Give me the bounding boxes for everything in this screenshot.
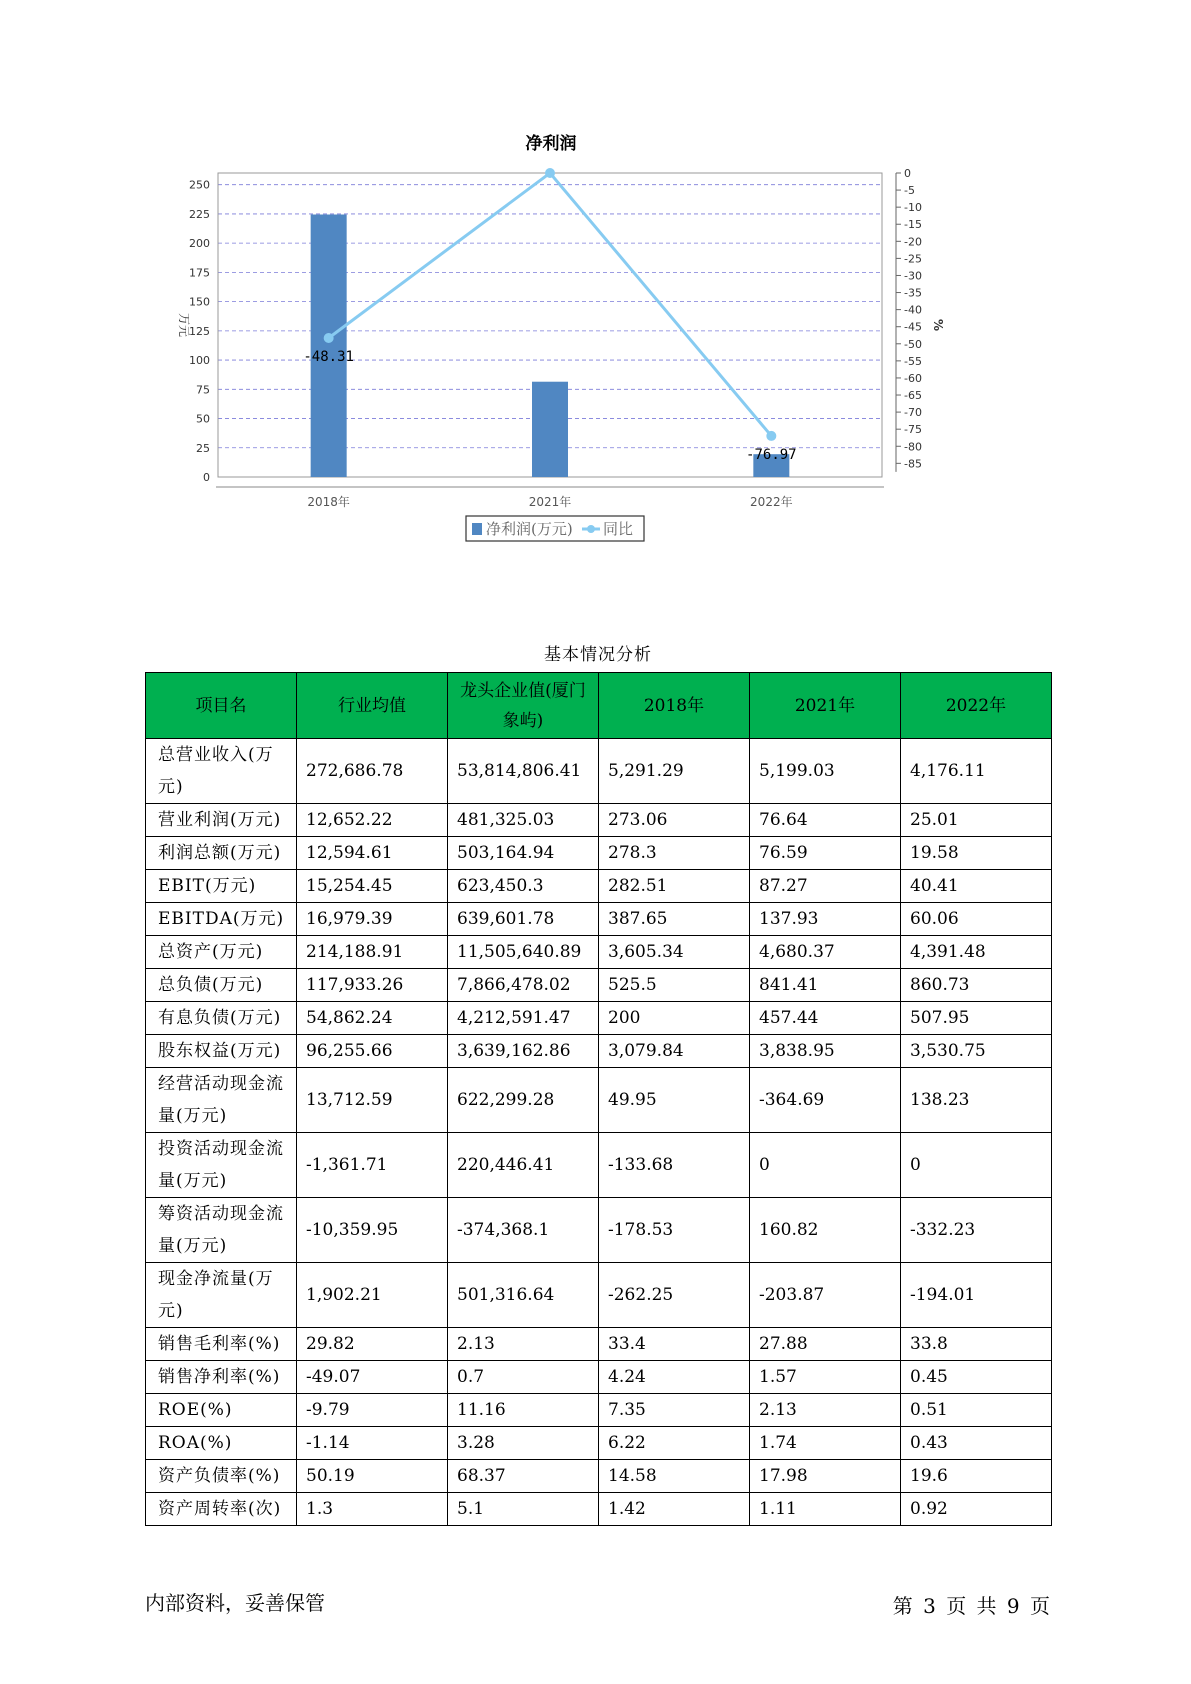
row-value-cell: -203.87 xyxy=(750,1263,901,1328)
y-right-axis-title: % xyxy=(931,318,945,332)
y-left-tick-label: 125 xyxy=(189,324,210,338)
table-row xyxy=(146,903,1052,936)
row-value-cell: 3,838.95 xyxy=(750,1035,901,1068)
y-right-tick-label: -70 xyxy=(904,406,922,420)
row-value-cell: 220,446.41 xyxy=(448,1133,599,1198)
legend-bar-label: 净利润(万元) xyxy=(486,520,573,538)
row-value-cell: 60.06 xyxy=(901,903,1052,936)
row-value-cell: 29.82 xyxy=(297,1328,448,1361)
x-category-label: 2022年 xyxy=(750,495,793,509)
y-right-tick-label: -35 xyxy=(904,286,922,300)
row-value-cell: 33.4 xyxy=(599,1328,750,1361)
row-value-cell: 15,254.45 xyxy=(297,870,448,903)
row-value-cell: 272,686.78 xyxy=(297,739,448,804)
row-value-cell: 2.13 xyxy=(448,1328,599,1361)
row-value-cell: 273.06 xyxy=(599,804,750,837)
y-left-tick-label: 225 xyxy=(189,207,210,221)
table-row xyxy=(146,1394,1052,1427)
row-value-cell: 503,164.94 xyxy=(448,837,599,870)
row-item-name: 销售毛利率(%) xyxy=(146,1328,297,1361)
row-item-name: 股东权益(万元) xyxy=(146,1035,297,1068)
header-item-name: 项目名 xyxy=(146,673,297,739)
row-value-cell: 19.6 xyxy=(901,1460,1052,1493)
yoy-data-label: -76.97 xyxy=(746,446,797,463)
row-value-cell: 4,680.37 xyxy=(750,936,901,969)
table-header-row xyxy=(146,673,1052,739)
y-left-tick-label: 75 xyxy=(196,383,210,397)
row-value-cell: 68.37 xyxy=(448,1460,599,1493)
table-row xyxy=(146,1068,1052,1133)
row-value-cell: 6.22 xyxy=(599,1427,750,1460)
table-row xyxy=(146,969,1052,1002)
row-value-cell: 7.35 xyxy=(599,1394,750,1427)
table-row xyxy=(146,1263,1052,1328)
row-item-name: ROA(%) xyxy=(146,1427,297,1460)
yoy-data-label: -48.31 xyxy=(303,349,354,366)
row-value-cell: 3,605.34 xyxy=(599,936,750,969)
header-2018: 2018年 xyxy=(599,673,750,739)
row-value-cell: 501,316.64 xyxy=(448,1263,599,1328)
row-value-cell: 5.1 xyxy=(448,1493,599,1526)
row-value-cell: 0.43 xyxy=(901,1427,1052,1460)
row-value-cell: -10,359.95 xyxy=(297,1198,448,1263)
row-value-cell: -1,361.71 xyxy=(297,1133,448,1198)
row-item-name: 营业利润(万元) xyxy=(146,804,297,837)
row-value-cell: 214,188.91 xyxy=(297,936,448,969)
row-item-name: 总负债(万元) xyxy=(146,969,297,1002)
table-row xyxy=(146,1198,1052,1263)
row-value-cell: 11.16 xyxy=(448,1394,599,1427)
header-2022: 2022年 xyxy=(901,673,1052,739)
table-row xyxy=(146,804,1052,837)
row-value-cell: 1.57 xyxy=(750,1361,901,1394)
row-value-cell: 160.82 xyxy=(750,1198,901,1263)
row-value-cell: 87.27 xyxy=(750,870,901,903)
row-value-cell: 12,594.61 xyxy=(297,837,448,870)
row-value-cell: 1.74 xyxy=(750,1427,901,1460)
y-right-tick-label: -20 xyxy=(904,235,922,249)
y-right-tick-label: -45 xyxy=(904,320,922,334)
row-item-name: 销售净利率(%) xyxy=(146,1361,297,1394)
yoy-point xyxy=(324,333,334,343)
table-row xyxy=(146,1002,1052,1035)
chart-svg xyxy=(170,128,1030,598)
y-right-tick-label: -30 xyxy=(904,269,922,283)
row-value-cell: 4,212,591.47 xyxy=(448,1002,599,1035)
y-left-tick-label: 175 xyxy=(189,266,210,280)
row-value-cell: 623,450.3 xyxy=(448,870,599,903)
basic-analysis-table xyxy=(145,672,1052,1526)
y-right-tick-label: -40 xyxy=(904,303,922,317)
row-value-cell: 1,902.21 xyxy=(297,1263,448,1328)
y-left-tick-label: 150 xyxy=(189,295,210,309)
net-profit-bar xyxy=(311,215,347,477)
row-value-cell: 19.58 xyxy=(901,837,1052,870)
row-value-cell: 13,712.59 xyxy=(297,1068,448,1133)
y-right-tick-label: -25 xyxy=(904,252,922,266)
table-row xyxy=(146,870,1052,903)
row-value-cell: -9.79 xyxy=(297,1394,448,1427)
row-value-cell: 622,299.28 xyxy=(448,1068,599,1133)
row-item-name: 有息负债(万元) xyxy=(146,1002,297,1035)
row-item-name: 资产周转率(次) xyxy=(146,1493,297,1526)
row-value-cell: 0 xyxy=(901,1133,1052,1198)
row-value-cell: 3.28 xyxy=(448,1427,599,1460)
row-value-cell: 2.13 xyxy=(750,1394,901,1427)
legend-line-marker xyxy=(587,525,595,533)
row-value-cell: 639,601.78 xyxy=(448,903,599,936)
row-value-cell: 5,291.29 xyxy=(599,739,750,804)
row-item-name: 现金净流量(万元) xyxy=(146,1263,297,1328)
y-right-tick-label: 0 xyxy=(904,167,911,180)
row-item-name: 总资产(万元) xyxy=(146,936,297,969)
row-value-cell: 12,652.22 xyxy=(297,804,448,837)
header-leader-value: 龙头企业值(厦门象屿) xyxy=(448,673,599,739)
row-value-cell: 0.45 xyxy=(901,1361,1052,1394)
row-item-name: 经营活动现金流量(万元) xyxy=(146,1068,297,1133)
row-value-cell: 387.65 xyxy=(599,903,750,936)
y-right-tick-label: -80 xyxy=(904,440,922,454)
table-row xyxy=(146,936,1052,969)
row-value-cell: -1.14 xyxy=(297,1427,448,1460)
row-value-cell: 76.64 xyxy=(750,804,901,837)
net-profit-bar xyxy=(532,382,568,477)
yoy-point xyxy=(545,168,555,178)
table-row xyxy=(146,1493,1052,1526)
yoy-point xyxy=(766,431,776,441)
y-right-tick-label: -5 xyxy=(904,184,915,198)
table-row xyxy=(146,739,1052,804)
row-value-cell: 16,979.39 xyxy=(297,903,448,936)
y-right-tick-label: -85 xyxy=(904,457,922,471)
row-item-name: ROE(%) xyxy=(146,1394,297,1427)
row-value-cell: 0.92 xyxy=(901,1493,1052,1526)
row-value-cell: 525.5 xyxy=(599,969,750,1002)
row-value-cell: 138.23 xyxy=(901,1068,1052,1133)
row-value-cell: 4,176.11 xyxy=(901,739,1052,804)
y-left-tick-label: 25 xyxy=(196,441,210,455)
table-row xyxy=(146,1133,1052,1198)
table-row xyxy=(146,837,1052,870)
row-value-cell: 53,814,806.41 xyxy=(448,739,599,804)
row-value-cell: 4,391.48 xyxy=(901,936,1052,969)
header-industry-avg: 行业均值 xyxy=(297,673,448,739)
row-item-name: 投资活动现金流量(万元) xyxy=(146,1133,297,1198)
row-value-cell: 0.7 xyxy=(448,1361,599,1394)
row-value-cell: 11,505,640.89 xyxy=(448,936,599,969)
table-row xyxy=(146,1328,1052,1361)
row-value-cell: -194.01 xyxy=(901,1263,1052,1328)
y-left-tick-label: 0 xyxy=(203,471,210,484)
row-value-cell: 5,199.03 xyxy=(750,739,901,804)
row-value-cell: -133.68 xyxy=(599,1133,750,1198)
row-value-cell: 0.51 xyxy=(901,1394,1052,1427)
row-value-cell: 137.93 xyxy=(750,903,901,936)
row-value-cell: 3,079.84 xyxy=(599,1035,750,1068)
table-row xyxy=(146,1035,1052,1068)
row-value-cell: 33.8 xyxy=(901,1328,1052,1361)
table-body xyxy=(146,739,1052,1526)
row-value-cell: 40.41 xyxy=(901,870,1052,903)
row-value-cell: 860.73 xyxy=(901,969,1052,1002)
row-value-cell: -178.53 xyxy=(599,1198,750,1263)
chart-title: 净利润 xyxy=(525,134,577,154)
row-value-cell: 1.3 xyxy=(297,1493,448,1526)
row-value-cell: 27.88 xyxy=(750,1328,901,1361)
footer-page-number: 第 3 页 共 9 页 xyxy=(892,1594,1050,1618)
row-value-cell: 282.51 xyxy=(599,870,750,903)
x-category-label: 2021年 xyxy=(528,495,572,509)
row-value-cell: 4.24 xyxy=(599,1361,750,1394)
row-value-cell: 49.95 xyxy=(599,1068,750,1133)
table-row xyxy=(146,1361,1052,1394)
row-item-name: 利润总额(万元) xyxy=(146,837,297,870)
row-value-cell: 278.3 xyxy=(599,837,750,870)
y-left-tick-label: 50 xyxy=(196,412,210,426)
row-value-cell: 3,530.75 xyxy=(901,1035,1052,1068)
row-value-cell: 1.42 xyxy=(599,1493,750,1526)
row-value-cell: 507.95 xyxy=(901,1002,1052,1035)
row-item-name: 总营业收入(万元) xyxy=(146,739,297,804)
row-value-cell: 0 xyxy=(750,1133,901,1198)
row-value-cell: 50.19 xyxy=(297,1460,448,1493)
header-2021: 2021年 xyxy=(750,673,901,739)
y-right-tick-label: -15 xyxy=(904,218,922,232)
y-right-tick-label: -65 xyxy=(904,389,922,403)
row-value-cell: -262.25 xyxy=(599,1263,750,1328)
y-right-tick-label: -50 xyxy=(904,337,922,351)
row-item-name: 筹资活动现金流量(万元) xyxy=(146,1198,297,1263)
row-value-cell: 96,255.66 xyxy=(297,1035,448,1068)
row-value-cell: 14.58 xyxy=(599,1460,750,1493)
row-value-cell: 1.11 xyxy=(750,1493,901,1526)
y-right-tick-label: -60 xyxy=(904,371,922,385)
row-value-cell: 7,866,478.02 xyxy=(448,969,599,1002)
row-value-cell: 841.41 xyxy=(750,969,901,1002)
table-row xyxy=(146,1427,1052,1460)
row-value-cell: 200 xyxy=(599,1002,750,1035)
x-category-label: 2018年 xyxy=(307,495,350,509)
row-value-cell: 17.98 xyxy=(750,1460,901,1493)
row-value-cell: 25.01 xyxy=(901,804,1052,837)
y-left-tick-label: 250 xyxy=(189,178,210,192)
y-left-axis-title: 万元 xyxy=(177,312,191,338)
table-row xyxy=(146,1460,1052,1493)
row-item-name: EBIT(万元) xyxy=(146,870,297,903)
row-value-cell: 76.59 xyxy=(750,837,901,870)
net-profit-chart xyxy=(170,128,1030,598)
y-left-tick-label: 100 xyxy=(189,354,210,368)
row-value-cell: -364.69 xyxy=(750,1068,901,1133)
row-value-cell: 3,639,162.86 xyxy=(448,1035,599,1068)
y-right-tick-label: -10 xyxy=(904,201,922,215)
table-title: 基本情况分析 xyxy=(544,645,652,665)
y-right-tick-label: -75 xyxy=(904,423,922,437)
row-value-cell: -374,368.1 xyxy=(448,1198,599,1263)
row-value-cell: 54,862.24 xyxy=(297,1002,448,1035)
row-item-name: 资产负债率(%) xyxy=(146,1460,297,1493)
legend-line-label: 同比 xyxy=(603,520,634,538)
row-value-cell: -49.07 xyxy=(297,1361,448,1394)
legend-bar-swatch xyxy=(472,523,482,535)
row-value-cell: -332.23 xyxy=(901,1198,1052,1263)
y-left-tick-label: 200 xyxy=(189,237,210,251)
y-right-tick-label: -55 xyxy=(904,354,922,368)
row-value-cell: 117,933.26 xyxy=(297,969,448,1002)
footer-confidential-note: 内部资料，妥善保管 xyxy=(145,1591,325,1615)
row-value-cell: 457.44 xyxy=(750,1002,901,1035)
row-item-name: EBITDA(万元) xyxy=(146,903,297,936)
row-value-cell: 481,325.03 xyxy=(448,804,599,837)
